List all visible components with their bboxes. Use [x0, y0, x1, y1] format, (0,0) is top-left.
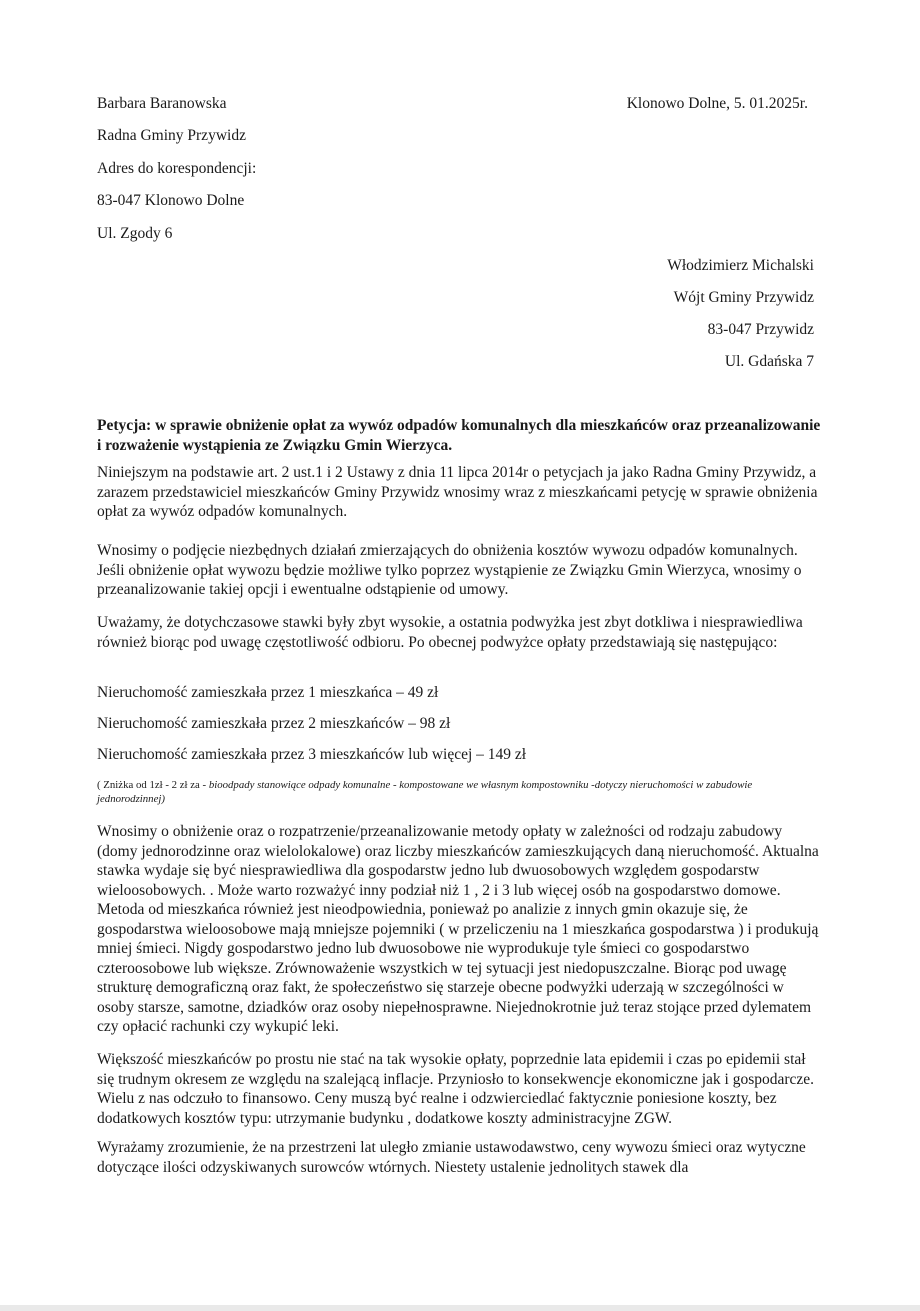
paragraph-affordability: Większość mieszkańców po prostu nie stać na tak wysokie opłaty, poprzednie lata epidemii i czas po epidemii stał się trudnym okresem ze względu na szalejącą inflacje. Przyniosło to konsekwencje ekonomiczne jak i gospodarcze. Wielu z nas odczuło to finansowo. Ceny muszą być realne i odzwierciedlać faktycznie poniesione koszty, bez dodatkowych kosztów typu: utrzymanie budynku , dodatkowe koszty administracyjne ZGW.	[97, 1051, 815, 1127]
sender-name: Barbara Baranowska	[97, 95, 227, 112]
paragraph-rates-intro: Uważamy, że dotychczasowe stawki były zbyt wysokie, a ostatnia podwyżka jest zbyt dotkliwa i niesprawiedliwa również biorąc pod uwagę częstotliwość odbioru. Po obecnej podwyżce opłaty przedstawiają się następująco:	[97, 614, 803, 651]
recipient-street: Ul. Gdańska 7	[724, 353, 814, 370]
place-date: Klonowo Dolne, 5. 01.2025r.	[626, 95, 808, 112]
sender-address-label: Adres do korespondencji:	[97, 160, 257, 177]
recipient-role: Wójt Gminy Przywidz	[673, 289, 814, 306]
sender-role: Radna Gminy Przywidz	[97, 127, 246, 144]
rate-line-2: Nieruchomość zamieszkała przez 2 mieszkańców – 98 zł	[97, 715, 451, 732]
paragraph-request: Wnosimy o podjęcie niezbędnych działań zmierzających do obniżenia kosztów wywozu odpadów komunalnych. Jeśli obniżenie opłat wywozu będzie możliwe tylko poprzez wystąpienie ze Związku Gmin Wierzyca, wnosimy o przeanalizowanie takiej opcji i ewentualne odstąpienie od umowy.	[97, 542, 802, 598]
sender-postal-city: 83-047 Klonowo Dolne	[97, 192, 245, 209]
discount-note-plain: ( Zniżka od 1zł - 2 zł za -	[97, 779, 209, 791]
recipient-postal-city: 83-047 Przywidz	[707, 321, 814, 338]
page-bottom-edge	[0, 1305, 920, 1311]
rate-line-1: Nieruchomość zamieszkała przez 1 mieszkańca – 49 zł	[97, 684, 439, 701]
paragraph-intro: Niniejszym na podstawie art. 2 ust.1 i 2 Ustawy z dnia 11 lipca 2014r o petycjach ja jako Radna Gminy Przywidz, a zarazem przedstawiciel mieszkańców Gminy Przywidz wnosimy wraz z mieszkańcami petycję w sprawie obniżenia opłat za wywóz odpadów komunalnych.	[97, 464, 818, 520]
paragraph-understanding: Wyrażamy zrozumienie, że na przestrzeni lat uległo zmianie ustawodawstwo, ceny wywozu śmieci oraz wytyczne dotyczące ilości odzyskiwanych surowców wtórnych. Niestety ustalenie jednolitych stawek dla	[97, 1139, 806, 1176]
petition-subject: Petycja: w sprawie obniżenie opłat za wywóz odpadów komunalnych dla mieszkańców oraz przeanalizowanie i rozważenie wystąpienia ze Związku Gmin Wierzyca.	[97, 417, 821, 454]
rate-line-3: Nieruchomość zamieszkała przez 3 mieszkańców lub więcej – 149 zł	[97, 746, 527, 763]
recipient-name: Włodzimierz Michalski	[667, 257, 814, 274]
paragraph-method: Wnosimy o obniżenie oraz o rozpatrzenie/przeanalizowanie metody opłaty w zależności od rodzaju zabudowy (domy jednorodzinne oraz wielolokalowe) oraz liczby mieszkańców zamieszkujących daną nieruchomość. Aktualna stawka wydaje się być niesprawiedliwa dla gospodarstw jedno lub dwuosobowych względem gospodarstw wieloosobowych. . Może warto rozważyć inny podział niż 1 , 2 i 3 lub więcej osób na gospodarstwo domowe. Metoda od mieszkańca również jest nieodpowiednia, ponieważ po analizie z innych gmin okazuje się, że gospodarstwa wieloosobowe mają mniejsze pojemniki ( w przeliczeniu na 1 mieszkańca gospodarstwa ) i produkują mniej śmieci. Nigdy gospodarstwo jedno lub dwuosobowe nie wyprodukuje tyle śmieci co gospodarstwo czteroosobowe lub większe. Zrównoważenie wszystkich w tej sytuacji jest niedopuszczalne. Biorąc pod uwagę strukturę demograficzną oraz fakt, że społeczeństwo się starzeje obecne podwyżki uderzają w szczególności w osoby starsze, samotne, dziadków oraz osoby niepełnosprawne. Niejednokrotnie już teraz stojące przed dylematem czy opłacić rachunki czy wykupić leki.	[97, 823, 819, 1035]
discount-note-italic: bioodpady stanowiące odpady komunalne - kompostowane we własnym kompostowniku -dotyczy nieruchomości w zabudowie jednorodzinnej)	[97, 779, 753, 805]
sender-street: Ul. Zgody 6	[97, 225, 173, 242]
discount-note	[97, 778, 822, 806]
